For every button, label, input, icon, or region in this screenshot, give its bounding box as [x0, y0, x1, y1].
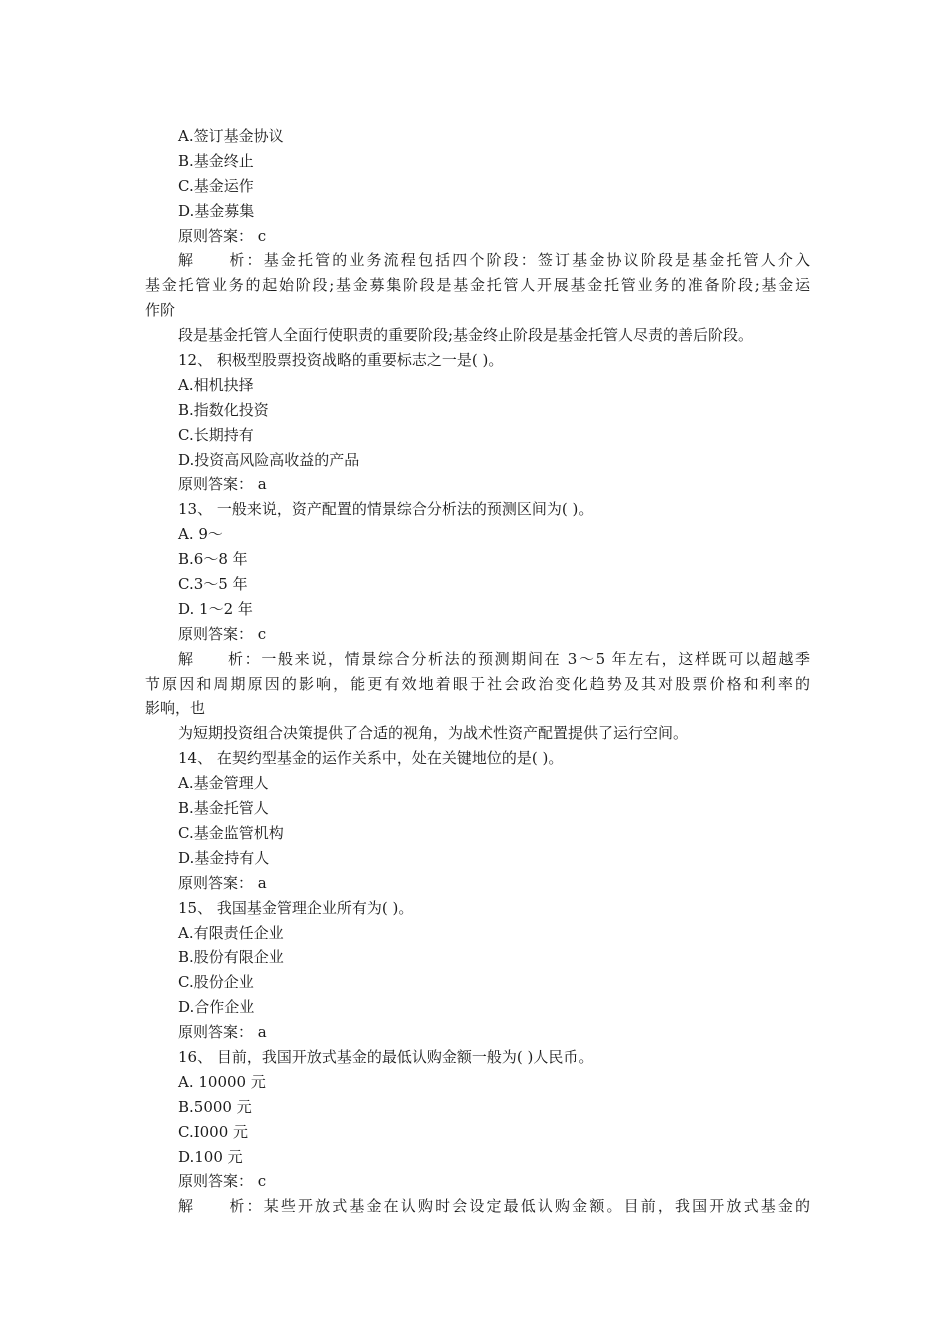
text-line: 原则答案： c	[178, 624, 267, 643]
text-line: A.有限责任企业	[178, 923, 284, 942]
text-line: A. 9～	[178, 525, 223, 544]
text-line: 原则答案： c	[178, 1172, 267, 1191]
text-line: B.5000 元	[178, 1097, 252, 1116]
text-line: C.基金运作	[178, 176, 254, 195]
text-line: 原则答案： a	[178, 1023, 267, 1042]
text-line: C.长期持有	[178, 425, 254, 444]
text-line: D.合作企业	[178, 998, 255, 1017]
text-line: 16、 目前，我国开放式基金的最低认购金额一般为( )人民币。	[178, 1047, 594, 1066]
text-line: 为短期投资组合决策提供了合适的视角，为战术性资产配置提供了运行空间。	[178, 724, 689, 743]
text-line: C.3～5 年	[178, 575, 248, 594]
text-line: B.基金托管人	[178, 799, 269, 818]
text-line: C.基金监管机构	[178, 823, 284, 842]
text-line: D.投资高风险高收益的产品	[178, 450, 360, 469]
text-line: B.6～8 年	[178, 550, 248, 569]
text-line: 解 析：某些开放式基金在认购时会设定最低认购金额。目前，我国开放式基金的	[178, 1197, 810, 1216]
text-line: D.基金募集	[178, 201, 255, 220]
text-line: C.I000 元	[178, 1122, 249, 1141]
text-line: B.股份有限企业	[178, 948, 284, 967]
text-line: 基金托管业务的起始阶段;基金募集阶段是基金托管人开展基金托管业务的准备阶段;基金运	[145, 276, 810, 295]
text-line: D. 1～2 年	[178, 599, 253, 618]
text-line: 解 析：基金托管的业务流程包括四个阶段：签订基金协议阶段是基金托管人介入	[178, 251, 810, 270]
text-line: B.基金终止	[178, 151, 254, 170]
text-line: C.股份企业	[178, 973, 254, 992]
text-line: 原则答案： c	[178, 226, 267, 245]
text-line: B.指数化投资	[178, 400, 269, 419]
text-line: 影响，也	[145, 699, 206, 718]
text-line: A.基金管理人	[178, 774, 269, 793]
text-line: D.基金持有人	[178, 848, 270, 867]
text-line: A.签订基金协议	[178, 127, 284, 145]
text-line: A.相机抉择	[178, 375, 254, 394]
text-line: 节原因和周期原因的影响，能更有效地着眼于社会政治变化趋势及其对股票价格和利率的	[145, 674, 810, 693]
text-line: 段是基金托管人全面行使职责的重要阶段;基金终止阶段是基金托管人尽责的善后阶段。	[178, 326, 754, 345]
text-line: D.100 元	[178, 1147, 243, 1166]
text-line: 15、 我国基金管理企业所有为( )。	[178, 898, 414, 917]
document-body	[145, 124, 810, 1219]
text-line: 原则答案： a	[178, 873, 267, 892]
text-line: 作阶	[145, 301, 176, 320]
text-line: 原则答案： a	[178, 475, 267, 494]
text-line: 12、 积极型股票投资战略的重要标志之一是( )。	[178, 351, 504, 370]
text-line: A. 10000 元	[178, 1072, 266, 1091]
text-line: 14、 在契约型基金的运作关系中，处在关键地位的是( )。	[178, 749, 564, 768]
text-line: 13、 一般来说，资产配置的情景综合分析法的预测区间为( )。	[178, 500, 594, 519]
text-line: 解 析：一般来说，情景综合分析法的预测期间在 3～5 年左右，这样既可以超越季	[178, 649, 810, 668]
